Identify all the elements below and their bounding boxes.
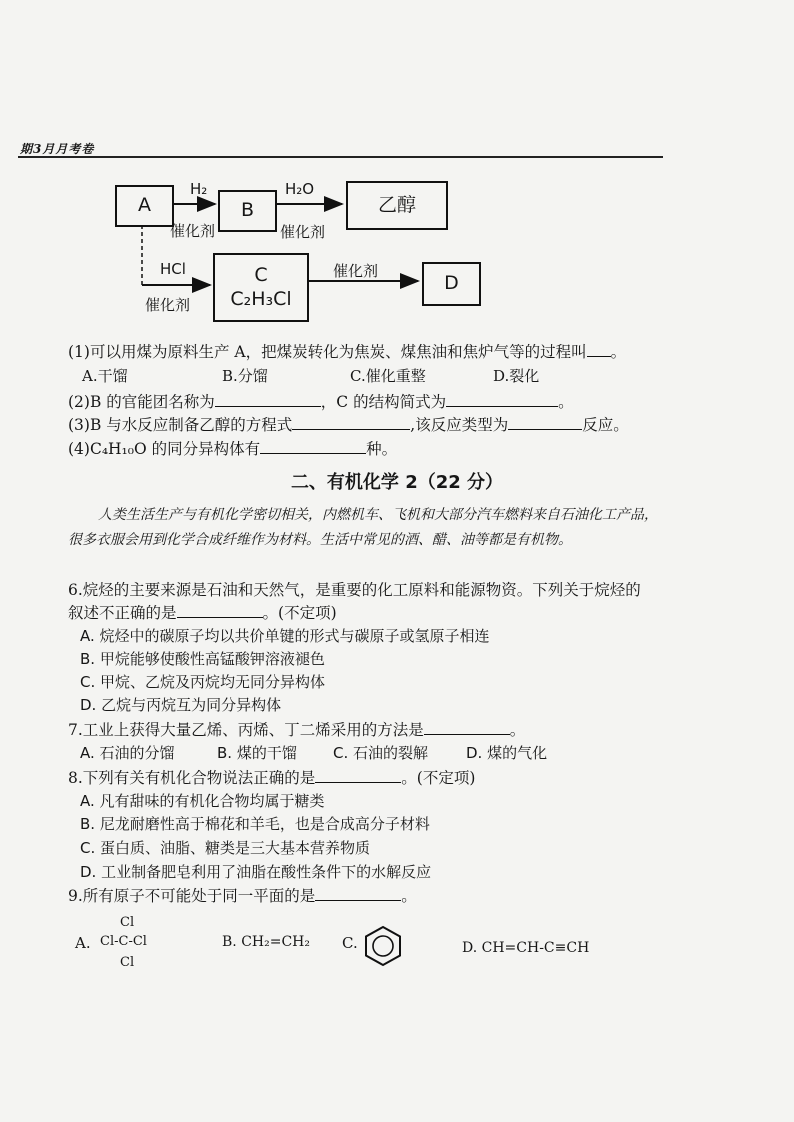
question-6-stem: 叙述不正确的是 <box>68 604 177 622</box>
arrow-ab-catalyst: 催化剂 <box>170 222 216 240</box>
q7-option-d: D. 煤的气化 <box>466 744 548 762</box>
arrow-ab-reagent: H₂ <box>190 180 208 198</box>
box-d-label: D <box>444 272 459 295</box>
question-2-stem-a: (2)B 的官能团名称为 <box>68 393 215 411</box>
answer-blank-4[interactable] <box>260 439 366 454</box>
question-6-end: 。(不定项) <box>262 604 337 622</box>
question-2-stem-b: ，C 的结构简式为 <box>320 393 447 411</box>
q8-option-a: A. 凡有甜味的有机化合物均属于糖类 <box>80 792 325 810</box>
question-1-stem: (1)可以用煤为原料生产 A，把煤炭转化为焦炭、煤焦油和焦炉气等的过程叫 <box>68 343 587 361</box>
question-7-stem: 7.工业上获得大量乙烯、丙烯、丁二烯采用的方法是 <box>68 721 424 739</box>
arrow-ac-catalyst: 催化剂 <box>145 296 191 314</box>
answer-blank-2a[interactable] <box>215 392 321 407</box>
box-c-formula: C₂H₃Cl <box>230 287 292 310</box>
diagram-arrows <box>0 0 794 330</box>
q7-option-b: B. 煤的干馏 <box>217 744 297 762</box>
answer-blank-7[interactable] <box>424 720 510 735</box>
q8-option-b: B. 尼龙耐磨性高于棉花和羊毛，也是合成高分子材料 <box>80 815 430 833</box>
question-3-stem-a: (3)B 与水反应制备乙醇的方程式 <box>68 416 293 434</box>
q9-option-d: D. CH=CH-C≡CH <box>462 940 590 956</box>
question-3-end: 反应。 <box>582 416 629 434</box>
question-3 <box>68 413 629 435</box>
answer-blank-8[interactable] <box>315 768 401 783</box>
answer-blank-3b[interactable] <box>508 415 582 430</box>
question-8 <box>68 766 475 788</box>
q8-option-d: D. 工业制备肥皂利用了油脂在酸性条件下的水解反应 <box>80 863 432 881</box>
section-intro: 人类生活生产与有机化学密切相关，内燃机车、飞机和大部分汽车燃料来自石油化工产品，很多衣服会用到化学合成纤维作为材料。生活中常见的酒、醋、油等都是有机物。 <box>68 507 658 548</box>
q9-option-c-label: C. <box>342 934 358 952</box>
answer-blank-1[interactable] <box>587 342 611 357</box>
answer-blank-6[interactable] <box>177 603 263 618</box>
box-c-label: C <box>254 263 268 286</box>
q8-option-c: C. 蛋白质、油脂、糖类是三大基本营养物质 <box>80 839 371 857</box>
question-8-end: 。(不定项) <box>401 769 476 787</box>
question-4-end: 种。 <box>366 440 398 458</box>
q9-option-b: B. CH₂=CH₂ <box>222 934 310 950</box>
q1-option-c: C.催化重整 <box>350 367 426 385</box>
q9-molecule-a-bottom: Cl <box>120 955 135 970</box>
question-6-line1: 6.烷烃的主要来源是石油和天然气，是重要的化工原料和能源物资。下列关于烷烃的 <box>68 581 641 599</box>
q7-option-a: A. 石油的分馏 <box>80 744 175 762</box>
arrow-b-reagent: H₂O <box>285 180 315 198</box>
q7-option-c: C. 石油的裂解 <box>333 744 429 762</box>
q6-option-c: C. 甲烷、乙烷及丙烷均无同分异构体 <box>80 673 326 691</box>
arrow-ac-reagent: HCl <box>160 260 186 278</box>
question-9-stem: 9.所有原子不可能处于同一平面的是 <box>68 887 316 905</box>
question-7 <box>68 718 525 740</box>
q1-option-d: D.裂化 <box>493 367 540 385</box>
arrow-cd-catalyst: 催化剂 <box>333 262 379 280</box>
box-ethanol-label: 乙醇 <box>377 193 416 216</box>
question-3-stem-b: ,该反应类型为 <box>410 416 509 434</box>
question-2-end: 。 <box>558 393 574 411</box>
question-4 <box>68 437 397 459</box>
question-6-line2 <box>68 601 337 623</box>
box-b-label: B <box>240 199 255 222</box>
q9-molecule-a-middle: Cl-C-Cl <box>100 934 147 949</box>
answer-blank-9[interactable] <box>315 886 401 901</box>
question-7-end: 。 <box>509 721 526 739</box>
q6-option-b: B. 甲烷能够使酸性高锰酸钾溶液褪色 <box>80 650 325 668</box>
arrow-b-catalyst: 催化剂 <box>280 223 326 241</box>
section-title: 二、有机化学 2（22 分） <box>290 472 504 493</box>
q6-option-a: A. 烷烃中的碳原子均以共价单键的形式与碳原子或氢原子相连 <box>80 627 490 645</box>
question-1 <box>68 340 626 362</box>
answer-blank-2b[interactable] <box>446 392 558 407</box>
question-4-stem: (4)C₄H₁₀O 的同分异构体有 <box>68 440 261 458</box>
q6-option-d: D. 乙烷与丙烷互为同分异构体 <box>80 696 282 714</box>
q1-option-b: B.分馏 <box>222 367 268 385</box>
q1-option-a: A.干馏 <box>82 367 128 385</box>
question-1-end: 。 <box>610 343 627 361</box>
box-a-label: A <box>138 194 151 217</box>
question-9 <box>68 884 417 906</box>
question-8-stem: 8.下列有关有机化合物说法正确的是 <box>68 769 316 787</box>
benzene-ring-icon <box>362 925 404 967</box>
header-text: 期3月月考卷 <box>20 142 95 156</box>
q9-molecule-a-top: Cl <box>120 915 135 930</box>
answer-blank-3a[interactable] <box>292 415 410 430</box>
question-9-end: 。 <box>401 887 417 905</box>
q9-option-a-label: A. <box>75 934 91 952</box>
question-2 <box>68 390 574 412</box>
